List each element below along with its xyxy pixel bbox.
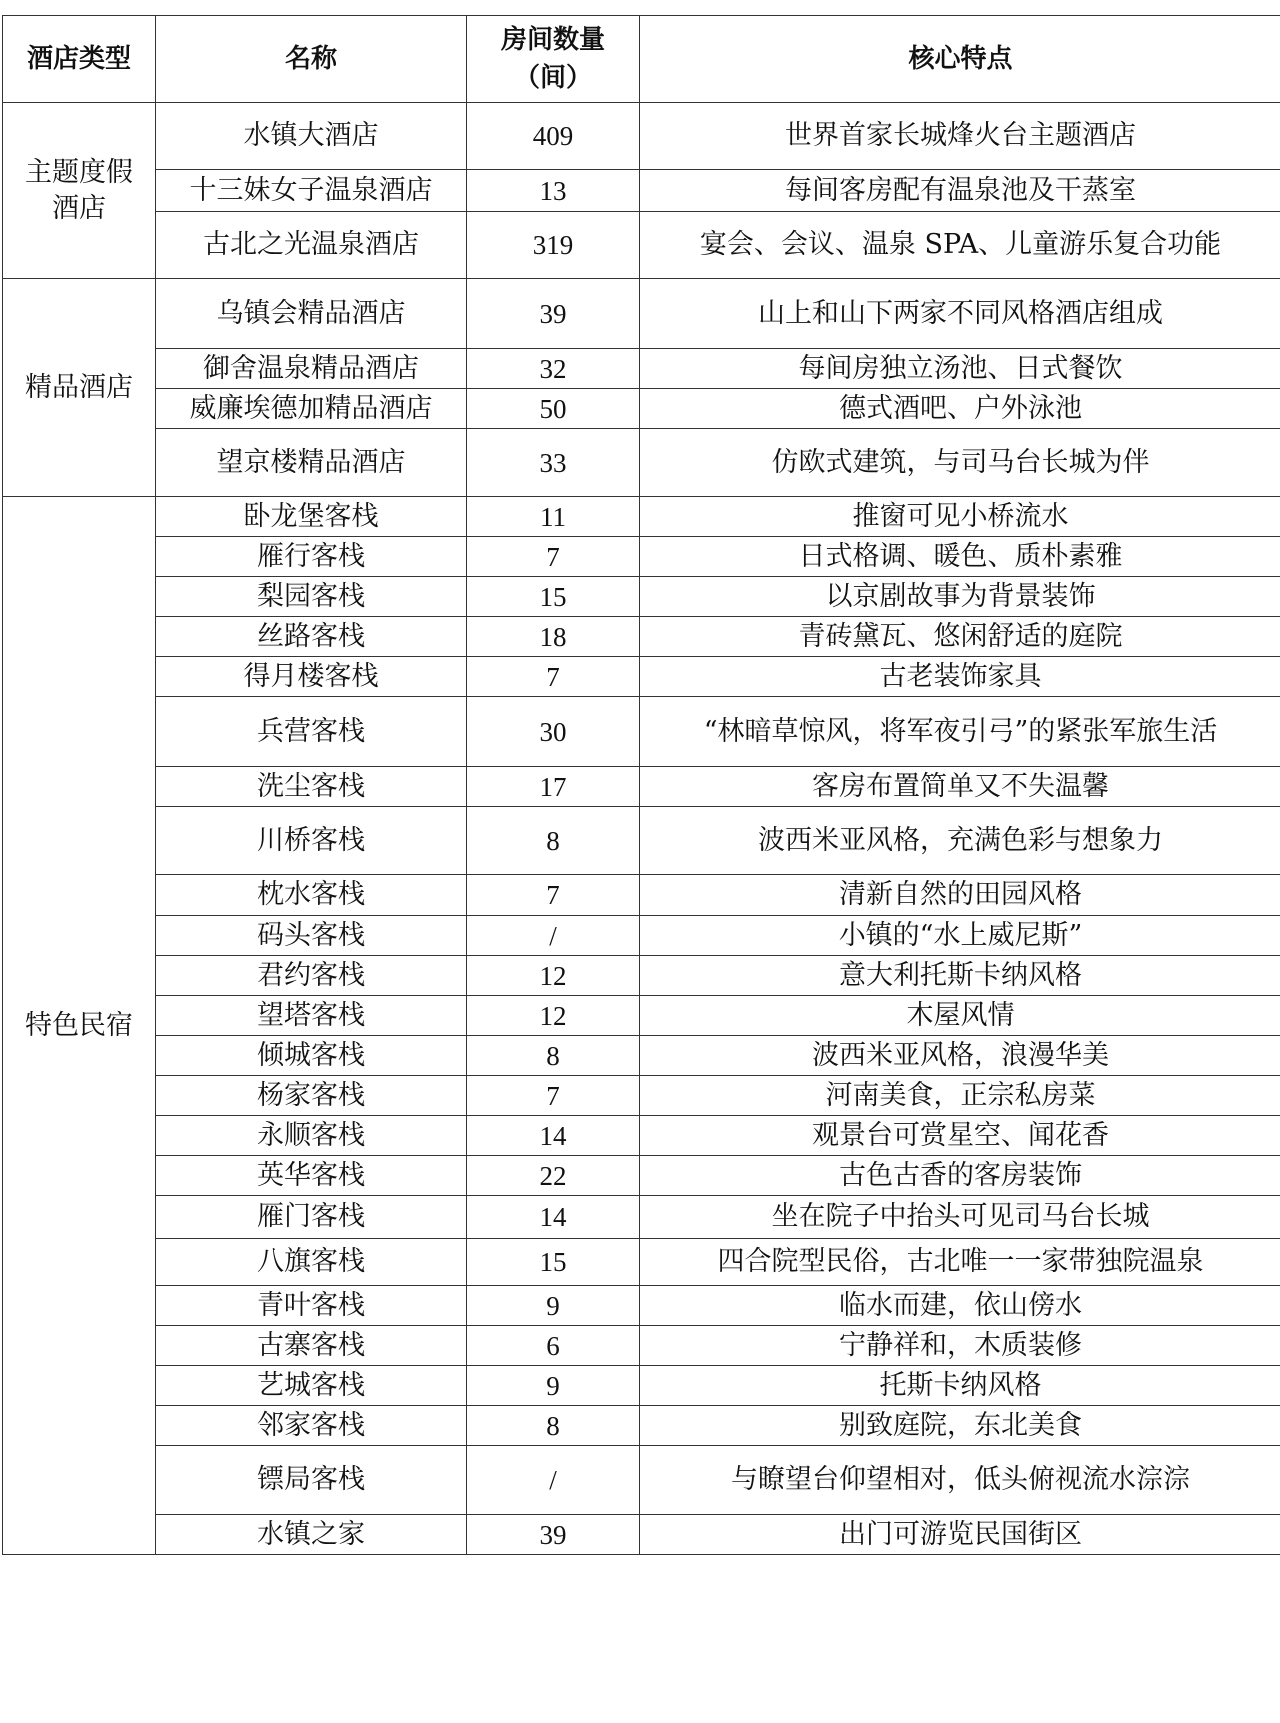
table-row	[3, 1076, 1280, 1116]
hotel-name-cell: 雁门客栈	[156, 1196, 467, 1239]
table-row	[3, 1406, 1280, 1446]
table-row	[3, 429, 1280, 497]
hotel-name-cell: 川桥客栈	[156, 807, 467, 875]
room-count-cell: 8	[467, 1036, 640, 1076]
hotel-name-cell: 卧龙堡客栈	[156, 497, 467, 537]
hotel-name-cell: 古寨客栈	[156, 1326, 467, 1366]
room-count-cell: 6	[467, 1326, 640, 1366]
table-row	[3, 279, 1280, 349]
table-row	[3, 1196, 1280, 1239]
room-count-cell: 7	[467, 1076, 640, 1116]
hotel-name-cell: 码头客栈	[156, 916, 467, 956]
table-row	[3, 697, 1280, 767]
room-count-cell: 15	[467, 1239, 640, 1286]
hotel-type-cell: 特色民宿	[3, 497, 156, 1555]
hotel-type-cell: 精品酒店	[3, 279, 156, 497]
feature-cell: 宁静祥和，木质装修	[640, 1326, 1280, 1366]
hotel-name-cell: 得月楼客栈	[156, 657, 467, 697]
table-row	[3, 389, 1280, 429]
feature-cell: 意大利托斯卡纳风格	[640, 956, 1280, 996]
room-count-cell: 8	[467, 1406, 640, 1446]
hotel-name-cell: 威廉埃德加精品酒店	[156, 389, 467, 429]
table-row	[3, 170, 1280, 212]
feature-cell: 世界首家长城烽火台主题酒店	[640, 103, 1280, 170]
table-row	[3, 497, 1280, 537]
hotel-table	[2, 15, 1280, 1555]
room-count-cell: 14	[467, 1116, 640, 1156]
feature-cell: 波西米亚风格，充满色彩与想象力	[640, 807, 1280, 875]
feature-cell: 观景台可赏星空、闻花香	[640, 1116, 1280, 1156]
header-rooms-line1: 房间数量	[500, 25, 605, 55]
feature-cell: 波西米亚风格，浪漫华美	[640, 1036, 1280, 1076]
table-row	[3, 577, 1280, 617]
feature-cell: 以京剧故事为背景装饰	[640, 577, 1280, 617]
hotel-name-cell: 兵营客栈	[156, 697, 467, 767]
feature-cell: 客房布置简单又不失温馨	[640, 767, 1280, 807]
room-count-cell: 7	[467, 657, 640, 697]
feature-cell: 每间房独立汤池、日式餐饮	[640, 349, 1280, 389]
table-row	[3, 1156, 1280, 1196]
table-row	[3, 875, 1280, 916]
hotel-name-cell: 梨园客栈	[156, 577, 467, 617]
feature-cell: 古色古香的客房装饰	[640, 1156, 1280, 1196]
room-count-cell: 30	[467, 697, 640, 767]
hotel-name-cell: 倾城客栈	[156, 1036, 467, 1076]
room-count-cell: 409	[467, 103, 640, 170]
feature-cell: 德式酒吧、户外泳池	[640, 389, 1280, 429]
room-count-cell: 14	[467, 1196, 640, 1239]
room-count-cell: 9	[467, 1366, 640, 1406]
hotel-type-line: 主题度假	[25, 156, 133, 188]
room-count-cell: 11	[467, 497, 640, 537]
table-row	[3, 1036, 1280, 1076]
room-count-cell: 39	[467, 279, 640, 349]
feature-cell: 山上和山下两家不同风格酒店组成	[640, 279, 1280, 349]
feature-cell: 木屋风情	[640, 996, 1280, 1036]
hotel-name-cell: 永顺客栈	[156, 1116, 467, 1156]
room-count-cell: 7	[467, 537, 640, 577]
hotel-type-cell	[3, 103, 156, 279]
feature-cell: 坐在院子中抬头可见司马台长城	[640, 1196, 1280, 1239]
room-count-cell: 32	[467, 349, 640, 389]
hotel-name-cell: 洗尘客栈	[156, 767, 467, 807]
hotel-name-cell: 杨家客栈	[156, 1076, 467, 1116]
hotel-name-cell: 丝路客栈	[156, 617, 467, 657]
feature-cell: 托斯卡纳风格	[640, 1366, 1280, 1406]
feature-cell: 青砖黛瓦、悠闲舒适的庭院	[640, 617, 1280, 657]
table-row	[3, 767, 1280, 807]
header-rooms	[467, 16, 640, 103]
hotel-name-cell: 望塔客栈	[156, 996, 467, 1036]
table-row	[3, 617, 1280, 657]
hotel-name-cell: 枕水客栈	[156, 875, 467, 916]
room-count-cell: 9	[467, 1286, 640, 1326]
feature-cell: 别致庭院，东北美食	[640, 1406, 1280, 1446]
hotel-name-cell: 英华客栈	[156, 1156, 467, 1196]
room-count-cell: 15	[467, 577, 640, 617]
table-body	[3, 103, 1280, 1555]
hotel-name-cell: 乌镇会精品酒店	[156, 279, 467, 349]
room-count-cell: /	[467, 916, 640, 956]
feature-cell: 宴会、会议、温泉 SPA、儿童游乐复合功能	[640, 212, 1280, 279]
hotel-name-cell: 水镇之家	[156, 1515, 467, 1555]
table-row	[3, 657, 1280, 697]
room-count-cell: 12	[467, 996, 640, 1036]
hotel-name-cell: 十三妹女子温泉酒店	[156, 170, 467, 212]
header-feature: 核心特点	[640, 16, 1280, 103]
room-count-cell: 319	[467, 212, 640, 279]
hotel-name-cell: 君约客栈	[156, 956, 467, 996]
table-row	[3, 1366, 1280, 1406]
feature-cell: 古老装饰家具	[640, 657, 1280, 697]
table-row	[3, 349, 1280, 389]
table-row	[3, 1239, 1280, 1286]
table-row	[3, 103, 1280, 170]
room-count-cell: 8	[467, 807, 640, 875]
hotel-name-cell: 望京楼精品酒店	[156, 429, 467, 497]
room-count-cell: 17	[467, 767, 640, 807]
hotel-type-line: 酒店	[52, 192, 106, 224]
table-header-row	[3, 16, 1280, 103]
hotel-name-cell: 雁行客栈	[156, 537, 467, 577]
hotel-name-cell: 水镇大酒店	[156, 103, 467, 170]
room-count-cell: /	[467, 1446, 640, 1515]
table-row	[3, 996, 1280, 1036]
feature-cell: 仿欧式建筑，与司马台长城为伴	[640, 429, 1280, 497]
header-type: 酒店类型	[3, 16, 156, 103]
header-name: 名称	[156, 16, 467, 103]
table-row	[3, 956, 1280, 996]
feature-cell: 日式格调、暖色、质朴素雅	[640, 537, 1280, 577]
room-count-cell: 22	[467, 1156, 640, 1196]
table-row	[3, 1515, 1280, 1555]
feature-cell: 四合院型民俗，古北唯一一家带独院温泉	[640, 1239, 1280, 1286]
table-row	[3, 1286, 1280, 1326]
hotel-name-cell: 邻家客栈	[156, 1406, 467, 1446]
table-row	[3, 916, 1280, 956]
room-count-cell: 39	[467, 1515, 640, 1555]
table-row	[3, 807, 1280, 875]
hotel-name-cell: 古北之光温泉酒店	[156, 212, 467, 279]
hotel-name-cell: 艺城客栈	[156, 1366, 467, 1406]
room-count-cell: 18	[467, 617, 640, 657]
table-row	[3, 1446, 1280, 1515]
feature-cell: 清新自然的田园风格	[640, 875, 1280, 916]
hotel-name-cell: 御舍温泉精品酒店	[156, 349, 467, 389]
feature-cell: 临水而建，依山傍水	[640, 1286, 1280, 1326]
room-count-cell: 12	[467, 956, 640, 996]
feature-cell: “林暗草惊风，将军夜引弓”的紧张军旅生活	[640, 697, 1280, 767]
feature-cell: 出门可游览民国街区	[640, 1515, 1280, 1555]
room-count-cell: 50	[467, 389, 640, 429]
feature-cell: 河南美食，正宗私房菜	[640, 1076, 1280, 1116]
room-count-cell: 13	[467, 170, 640, 212]
feature-cell: 小镇的“水上威尼斯”	[640, 916, 1280, 956]
table-row	[3, 1326, 1280, 1366]
hotel-name-cell: 八旗客栈	[156, 1239, 467, 1286]
room-count-cell: 7	[467, 875, 640, 916]
room-count-cell: 33	[467, 429, 640, 497]
table-row	[3, 537, 1280, 577]
hotel-name-cell: 青叶客栈	[156, 1286, 467, 1326]
feature-cell: 每间客房配有温泉池及干蒸室	[640, 170, 1280, 212]
hotel-name-cell: 镖局客栈	[156, 1446, 467, 1515]
feature-cell: 与瞭望台仰望相对，低头俯视流水淙淙	[640, 1446, 1280, 1515]
table-row	[3, 1116, 1280, 1156]
table-row	[3, 212, 1280, 279]
header-rooms-line2: （间）	[513, 63, 592, 93]
feature-cell: 推窗可见小桥流水	[640, 497, 1280, 537]
